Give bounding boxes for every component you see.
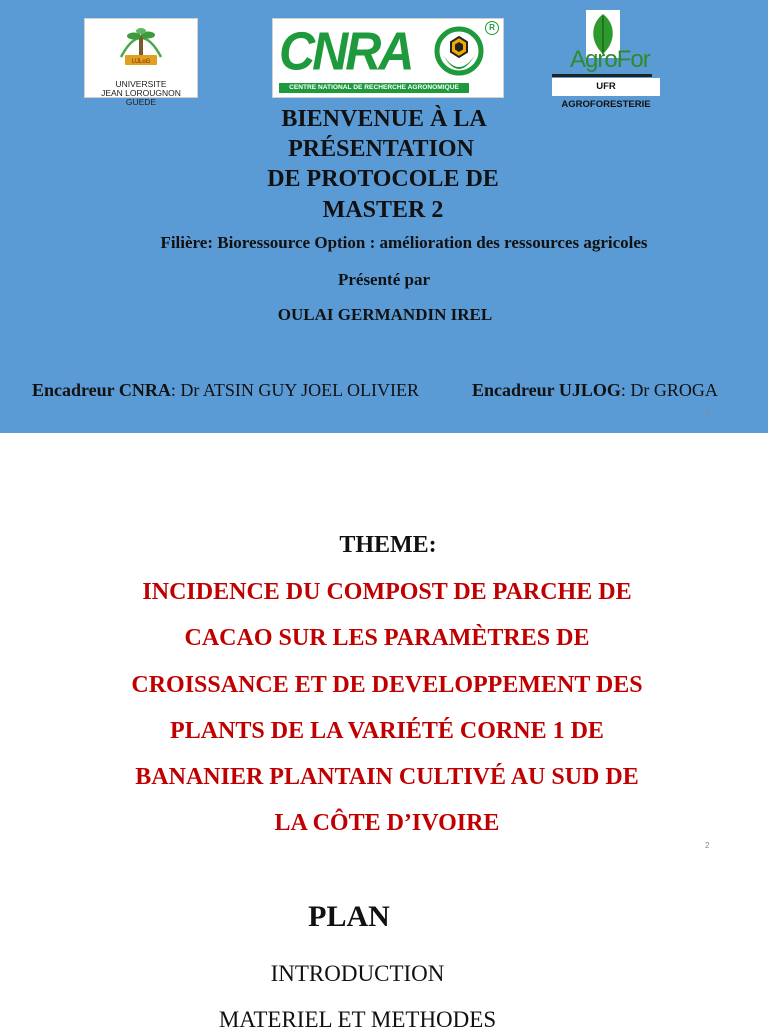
agrofor-wordmark: AgroFor (570, 46, 650, 73)
ujlog-name-line2: JEAN LOROUGNON GUEDE (101, 88, 181, 107)
title-slide (0, 0, 768, 433)
ujlog-name-line1: UNIVERSITE (115, 79, 167, 89)
cnra-emblem-icon (433, 25, 485, 81)
page-number: 1 (705, 408, 710, 417)
divider (552, 74, 652, 77)
supervisor-ujlog (472, 380, 718, 401)
title-line-1: BIENVENUE À LA (281, 106, 487, 132)
cnra-logo (272, 18, 504, 98)
supervisor-cnra-name: : Dr ATSIN GUY JOEL OLIVIER (170, 380, 419, 400)
title-line-2: PRÉSENTATION (288, 136, 474, 162)
presented-by: Présenté par (337, 270, 431, 289)
plan-item: INTRODUCTION (270, 961, 445, 986)
page-number: 2 (705, 841, 710, 850)
theme-heading: THEME: (339, 532, 437, 558)
agrofor-label: UFR AGROFORESTERIE (552, 78, 660, 96)
theme-line-4: PLANTS DE LA VARIÉTÉ CORNE 1 DE (170, 718, 604, 744)
title-line-3: DE PROTOCOLE DE (267, 166, 499, 192)
theme-line-1: INCIDENCE DU COMPOST DE PARCHE DE (142, 579, 632, 605)
agrofor-logo (552, 10, 660, 110)
theme-line-5: BANANIER PLANTAIN CULTIVÉ AU SUD DE (135, 764, 639, 790)
supervisor-cnra (32, 380, 419, 401)
ujlog-logo (84, 18, 198, 107)
cnra-band-text: CENTRE NATIONAL DE RECHERCHE AGRONOMIQUE (279, 83, 469, 93)
registered-mark: R (485, 21, 499, 35)
emblem-label: UJLoG (131, 59, 151, 65)
supervisor-cnra-label: Encadreur CNRA (32, 380, 171, 400)
plan-heading: PLAN (308, 900, 390, 933)
supervisor-ujlog-label: Encadreur UJLOG (472, 380, 621, 400)
cnra-wordmark: CNRA (279, 20, 412, 82)
university-emblem-icon (115, 23, 167, 67)
author-name: OULAI GERMANDIN IREL (277, 305, 493, 324)
filiere-text: Filière: Bioressource Option : amélioration des ressources agricoles (160, 233, 648, 252)
supervisor-ujlog-name: : Dr GROGA (620, 380, 718, 400)
theme-line-3: CROISSANCE ET DE DEVELOPPEMENT DES (131, 672, 643, 698)
title-line-4: MASTER 2 (322, 197, 444, 223)
plan-item: MATERIEL ET METHODES (218, 1007, 497, 1032)
theme-line-2: CACAO SUR LES PARAMÈTRES DE (184, 625, 590, 651)
theme-line-6: LA CÔTE D’IVOIRE (274, 810, 500, 836)
